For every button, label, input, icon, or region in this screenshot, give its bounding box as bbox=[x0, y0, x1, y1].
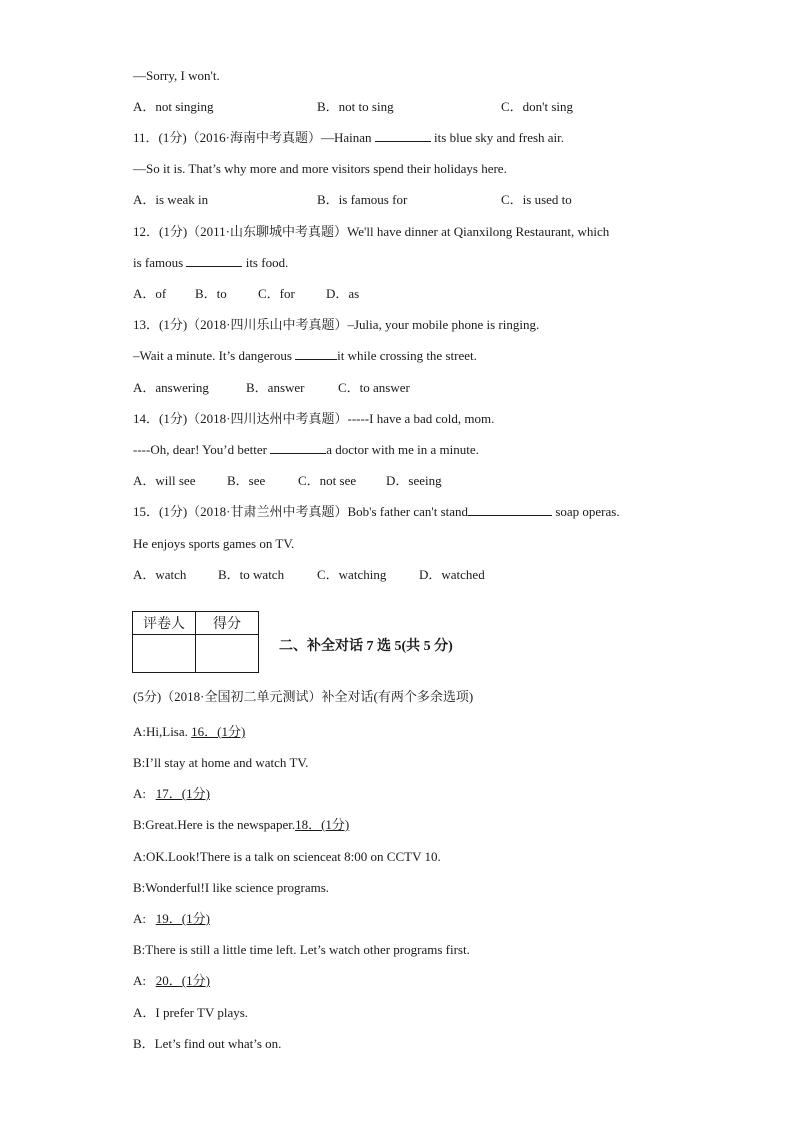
question-12: 12．(1分)（2011·山东聊城中考真题）We'll have dinner at Qianxilong Restaurant, which bbox=[133, 224, 610, 239]
option-a: A．not singing bbox=[133, 99, 214, 114]
dialogue-text: A: bbox=[133, 911, 156, 926]
option-b: B．see bbox=[227, 473, 266, 488]
answer-option-b: B．Let’s find out what’s on. bbox=[133, 1036, 282, 1051]
dialogue-line bbox=[133, 786, 210, 802]
dialogue-line: B:Wonderful!I like science programs. bbox=[133, 880, 330, 895]
grader-cell bbox=[133, 635, 196, 673]
question-13: 13．(1分)（2018·四川乐山中考真题）–Julia, your mobile phone is ringing. bbox=[133, 317, 540, 332]
dialogue-line: —So it is. That’s why more and more visitors spend their holidays here. bbox=[133, 161, 507, 176]
question-15-cont: He enjoys sports games on TV. bbox=[133, 536, 295, 551]
question-text: ----Oh, dear! You’d better bbox=[133, 442, 271, 457]
option-c: C．for bbox=[258, 286, 295, 301]
option-a: A．will see bbox=[133, 473, 196, 488]
option-b: B．to bbox=[195, 286, 227, 301]
dialogue-text: A:Hi,Lisa. bbox=[133, 724, 192, 739]
score-table bbox=[132, 611, 259, 673]
dialogue-text: A: bbox=[133, 786, 156, 801]
option-c: C．not see bbox=[298, 473, 357, 488]
dialogue-line: B:I’ll stay at home and watch TV. bbox=[133, 755, 309, 770]
option-a: A．is weak in bbox=[133, 192, 209, 207]
option-b: B．is famous for bbox=[317, 192, 408, 207]
section-title: 二、补全对话 7 选 5(共 5 分) bbox=[279, 639, 453, 654]
option-c: C．watching bbox=[317, 567, 387, 582]
answer-blank: 20．(1分) bbox=[155, 973, 210, 988]
answer-blank bbox=[468, 504, 552, 516]
answer-blank bbox=[375, 130, 431, 142]
question-text: 15．(1分)（2018·甘肃兰州中考真题）Bob's father can't stand bbox=[133, 504, 469, 519]
dialogue-line bbox=[133, 817, 349, 833]
option-b: B．not to sing bbox=[317, 99, 394, 114]
dialogue-line: A:OK.Look!There is a talk on scienceat 8:00 on CCTV 10. bbox=[133, 849, 441, 864]
answer-blank bbox=[295, 348, 337, 360]
dialogue-line bbox=[133, 973, 210, 989]
question-text: it while crossing the street. bbox=[337, 348, 477, 363]
grader-header: 评卷人 bbox=[133, 612, 196, 635]
option-d: D．seeing bbox=[386, 473, 442, 488]
question-text: 11．(1分)（2016·海南中考真题）—Hainan bbox=[133, 130, 375, 145]
answer-blank: 17．(1分) bbox=[155, 786, 210, 801]
answer-option-a: A．I prefer TV plays. bbox=[133, 1005, 249, 1020]
answer-blank: 16．(1分) bbox=[191, 724, 246, 739]
option-c: C．to answer bbox=[338, 380, 410, 395]
question-text: its blue sky and fresh air. bbox=[430, 130, 565, 145]
answer-blank bbox=[186, 255, 242, 267]
option-a: A．answering bbox=[133, 380, 209, 395]
question-11 bbox=[133, 130, 564, 146]
question-14-cont bbox=[133, 442, 479, 458]
dialogue-line bbox=[133, 911, 210, 927]
question-text: its food. bbox=[242, 255, 289, 270]
question-15 bbox=[133, 504, 620, 520]
dialogue-line: —Sorry, I won't. bbox=[133, 68, 220, 83]
question-text: a doctor with me in a minute. bbox=[326, 442, 479, 457]
answer-blank: 18．(1分) bbox=[295, 817, 350, 832]
dialogue-text: B:Great.Here is the newspaper. bbox=[133, 817, 296, 832]
option-d: D．watched bbox=[419, 567, 485, 582]
option-a: A．of bbox=[133, 286, 167, 301]
section-intro: (5分)（2018·全国初二单元测试）补全对话(有两个多余选项) bbox=[133, 689, 474, 704]
question-text: is famous bbox=[133, 255, 187, 270]
dialogue-line: B:There is still a little time left. Let’s watch other programs first. bbox=[133, 942, 470, 957]
question-text: soap operas. bbox=[552, 504, 620, 519]
option-d: D．as bbox=[326, 286, 360, 301]
answer-blank: 19．(1分) bbox=[155, 911, 210, 926]
dialogue-line bbox=[133, 724, 245, 740]
question-13-cont bbox=[133, 348, 477, 364]
score-header: 得分 bbox=[196, 612, 259, 635]
score-cell bbox=[196, 635, 259, 673]
question-text: –Wait a minute. It’s dangerous bbox=[133, 348, 296, 363]
option-a: A．watch bbox=[133, 567, 187, 582]
question-12-cont bbox=[133, 255, 288, 271]
question-14: 14．(1分)（2018·四川达州中考真题）-----I have a bad cold, mom. bbox=[133, 411, 495, 426]
option-c: C．is used to bbox=[501, 192, 572, 207]
option-b: B．to watch bbox=[218, 567, 285, 582]
answer-blank bbox=[270, 442, 326, 454]
option-c: C．don't sing bbox=[501, 99, 574, 114]
option-b: B．answer bbox=[246, 380, 305, 395]
dialogue-text: A: bbox=[133, 973, 156, 988]
